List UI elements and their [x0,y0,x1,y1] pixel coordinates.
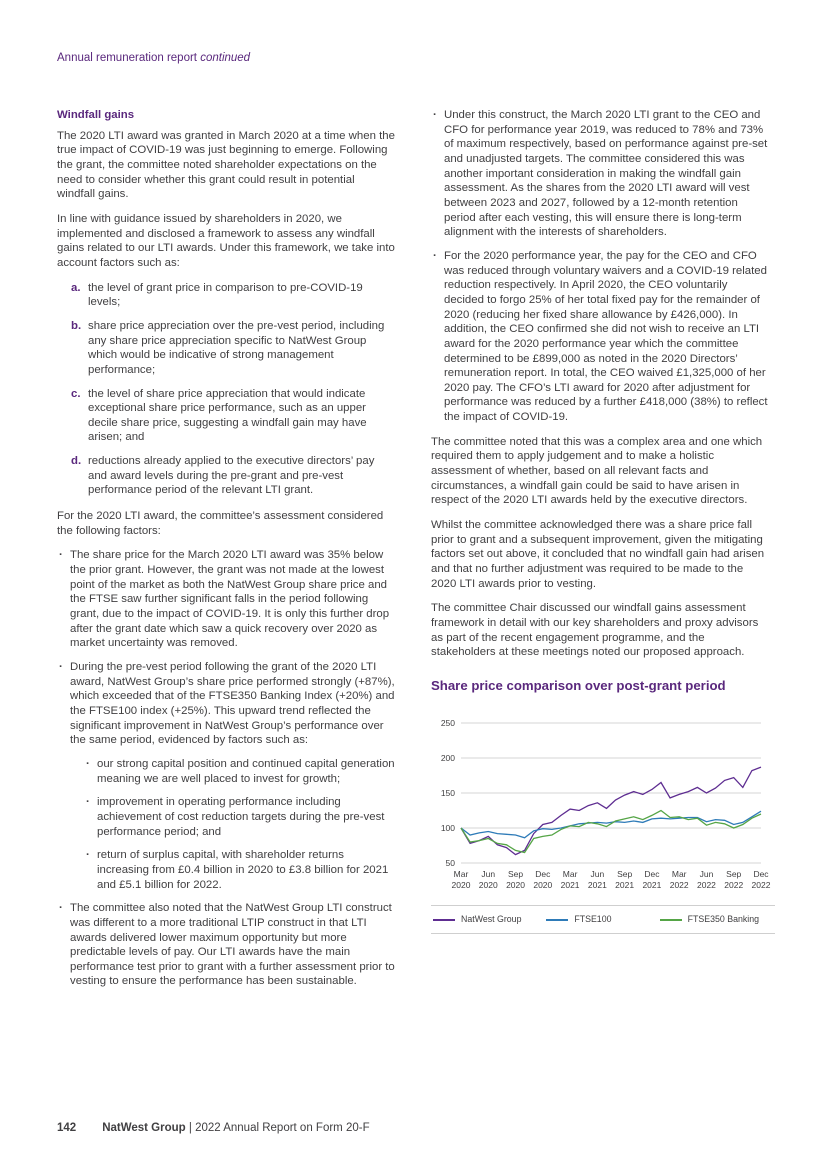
x-axis-label-month: Sep [617,868,633,879]
share-price-chart [431,711,775,934]
legend-item [660,914,773,925]
bullet-item [57,660,395,892]
legend-item [433,914,546,925]
bullet-list [57,548,395,989]
header-continued: continued [200,52,251,64]
legend-item [546,914,659,925]
x-axis-label-month: Mar [562,868,578,879]
two-column-body [57,108,771,999]
legend-label: FTSE350 Banking [687,913,760,924]
bullet-text: During the pre-vest period following the grant of the 2020 LTI award, NatWest Group’s share price performed strongly (+87%), which exceeded that of the FTSE350 Banking Index (+20%) and the FTSE100 index (+25%). This upward trend reflected the significant improvement in NatWest Group’s performance over the same period, evidenced by factors such as: [70,661,395,747]
chart-heading: Share price comparison over post-grant period [431,677,726,693]
y-axis-label: 250 [440,717,455,728]
bullet-text: The committee also noted that the NatWest Group LTI construct was different to a more traditional LTIP construct in that LTI awards delivered lower maximum opportunity but more predictable levels of pay. Our LTI awards have the main performance test prior to grant with a further assessment prior to vesting to ensure the performance has been sustainable. [70,902,395,988]
paragraph: The 2020 LTI award was granted in March 2020 at a time when the true impact of COVID-19 was just beginning to emerge. Following the grant, the committee noted shareholder expectations on the need to consider whether this grant could result in potential windfall gains. [57,129,395,201]
legend-line-swatch [660,919,682,921]
lettered-list [57,281,395,499]
share-price-chart-canvas [431,711,775,893]
footer-report-title [102,1122,369,1134]
x-axis-label-month: Jun [590,868,605,879]
y-axis-label: 150 [440,787,455,798]
x-axis-label-year: 2020 [533,879,553,890]
bullet-text: Under this construct, the March 2020 LTI grant to the CEO and CFO for performance year 2019, was reduced to 78% and 73% of maximum respectively, based on performance against pre-set and unadjusted targets. The committee considered this was another important consideration in making the windfall gain assessment. As the shares from the 2020 LTI award will vest between 2023 and 2027, followed by a 12-month retention period after each vesting, this will ensure there is long-term alignment with the interests of shareholders. [444,109,768,239]
lettered-item-text: the level of share price appreciation that would indicate exceptional share price performance, such as an upper decile share price, suggesting a windfall gain may have arisen; and [88,387,367,444]
bullet-item [57,548,395,651]
lettered-item-marker: b. [71,319,82,332]
x-axis-label-year: 2021 [587,879,607,890]
bullet-list [431,108,769,425]
sub-bullet-item [84,848,395,892]
x-axis-label-year: 2021 [615,879,635,890]
x-axis-label-year: 2022 [751,879,771,890]
lettered-item [71,319,395,378]
header-title: Annual remuneration report [57,52,197,64]
x-axis-label-month: Mar [671,868,687,879]
lettered-item [71,281,395,310]
x-axis-label-year: 2020 [451,879,471,890]
x-axis-label-month: Jun [481,868,496,879]
series-line-natwest-group [461,767,761,855]
x-axis-label-year: 2021 [560,879,580,890]
lettered-item [71,387,395,446]
sub-bullet-text: return of surplus capital, with shareholder returns increasing from £0.4 billion in 2020 to £3.8 billion for 2021 and £5.1 billion for 2022. [97,849,389,891]
page-footer [57,1122,370,1134]
x-axis-label-month: Sep [507,868,524,879]
bullet-item [431,249,769,425]
lettered-item-marker: a. [71,281,81,294]
page-number: 142 [57,1122,77,1134]
lettered-item [71,454,395,498]
paragraph: For the 2020 LTI award, the committee’s assessment considered the following factors: [57,510,384,537]
paragraph: The committee Chair discussed our windfall gains assessment framework in detail with our key shareholders and proxy advisors as part of the recent engagement programme, and the stakeholders at these meetings noted our proposed approach. [431,602,759,659]
x-axis-label-year: 2022 [669,879,689,890]
legend-label: NatWest Group [461,913,522,924]
sub-bullet-text: our strong capital position and continued capital generation meaning we are well placed to invest for growth; [97,757,395,785]
paragraph: In line with guidance issued by shareholders in 2020, we implemented and disclosed a framework to assess any windfall gains related to our LTI awards. Under this framework, we take into account factors such as: [57,212,395,269]
lettered-item-marker: d. [71,455,82,468]
x-axis-label-year: 2021 [642,879,662,890]
bullet-text: For the 2020 performance year, the pay for the CEO and CFO was reduced through voluntary waivers and a COVID-19 related reduction respectively. In April 2020, the CEO voluntarily decided to forgo 25% of her total fixed pay for the remainder of 2020 (reducing her fixed share allowance by £426,000). In addition, the CEO confirmed she did not wish to receive an LTI award for the 2020 performance year which the committee determined to be £899,000 as noted in the 2020 Directors’ remuneration report. In total, the CEO waived £1,325,000 of her 2020 pay. The CFO’s LTI award for 2020 after adjustment for performance was reduced by a further £418,000 (38%) to reflect the impact of COVID-19. [444,249,768,424]
sub-bullet-text: improvement in operating performance including achievement of cost reduction targets during the pre-vest performance period; and [97,796,385,838]
x-axis-label-month: Sep [726,868,742,879]
lettered-item-text: share price appreciation over the pre-vest period, including any share price appreciation specific to NatWest Group which would be indicative of strong management performance; [88,319,385,376]
footer-report-name: | 2022 Annual Report on Form 20-F [188,1122,370,1134]
x-axis-label-year: 2020 [478,879,498,890]
bullet-item [431,108,769,240]
footer-brand: NatWest Group [102,1122,186,1134]
x-axis-label-year: 2020 [506,879,526,890]
legend-line-swatch [433,919,455,921]
series-line-ftse350-banking [461,810,761,852]
y-axis-label: 200 [440,752,455,763]
page-header [57,52,768,64]
sub-bullet-list [84,757,395,892]
x-axis-label-year: 2022 [696,879,716,890]
paragraph: The committee noted that this was a complex area and one which required them to apply judgement and to make a holistic assessment of whether, based on all relevant facts and circumstances, a windfall gain could be said to have arisen in respect of the 2020 LTI awards held by the executive directors. [431,435,763,507]
x-axis-label-month: Jun [699,868,714,879]
x-axis-label-year: 2022 [724,879,744,890]
bullet-item [57,901,395,989]
lettered-item-marker: c. [71,387,81,400]
x-axis-label-month: Mar [453,868,469,879]
lettered-item-text: the level of grant price in comparison to pre-COVID-19 levels; [88,281,363,309]
x-axis-label-month: Dec [535,868,551,879]
left-column [57,108,395,999]
x-axis-label-month: Dec [753,868,769,879]
section-heading: Windfall gains [57,109,135,121]
legend-line-swatch [546,919,568,921]
sub-bullet-item [84,757,395,786]
lettered-item-text: reductions already applied to the executive directors’ pay and award levels during the pre-grant and pre-vest performance period of the relevant LTI grant. [88,455,375,497]
paragraph: Whilst the committee acknowledged there was a share price fall prior to grant and a subsequent improvement, given the mitigating factors set out above, it concluded that no windfall gain had arisen and that no further adjustment was required to be made to the 2020 LTI awards prior to vesting. [431,519,765,590]
chart-legend [431,905,775,934]
legend-label: FTSE100 [574,913,612,924]
x-axis-label-month: Dec [644,868,660,879]
bullet-text: The share price for the March 2020 LTI award was 35% below the prior grant. However, the grant was not made at the lowest point of the market as both the NatWest Group share price and the FTSE saw further significant falls in the period following grant, due to the impact of COVID-19. It is only this further drop after the grant date which saw a quick recovery over 2020 as market uncertainty was removed. [70,549,390,650]
sub-bullet-item [84,795,395,839]
y-axis-label: 50 [445,857,455,868]
y-axis-label: 100 [440,822,455,833]
right-column [431,108,769,999]
